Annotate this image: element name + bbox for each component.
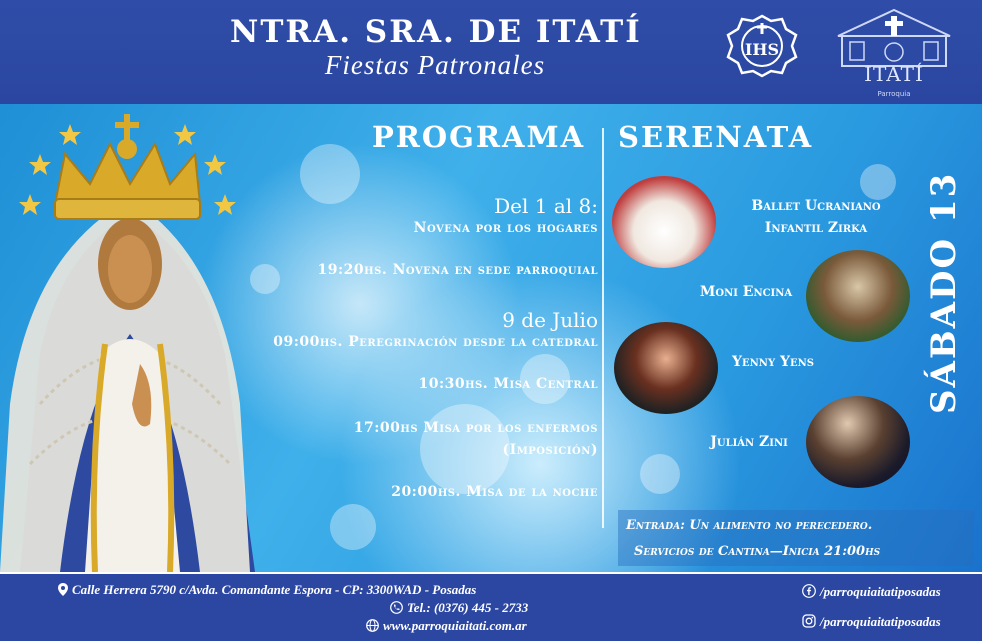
footer <box>0 572 982 641</box>
phone-text: Tel.: (0376) 445 - 2733 <box>407 600 529 615</box>
programa-item: (Imposición) <box>502 442 598 458</box>
artist-name: Julián Zini <box>710 434 788 450</box>
programa-item: 17:00hs Misa por los enfermos <box>353 420 598 436</box>
servicios-note: Servicios de Cantina—Inicia 21:00hs <box>634 544 881 559</box>
globe-icon <box>366 619 379 632</box>
divider <box>602 128 604 528</box>
ballet-photo <box>612 176 716 268</box>
church-logo-small-text: Parroquia <box>877 90 911 98</box>
artist-name: Moni Encina <box>699 284 793 300</box>
page-subtitle: Fiestas Patronales <box>324 50 546 80</box>
ihs-text: IHS <box>744 40 780 59</box>
instagram-link[interactable]: /parroquiaitatiposadas <box>820 614 941 629</box>
main-panel <box>0 104 982 572</box>
church-logo-name: ITATÍ <box>864 62 924 86</box>
programa-item: 10:30hs. Misa Central <box>418 376 598 392</box>
bokeh-light <box>300 144 360 204</box>
phone-line <box>390 600 528 616</box>
facebook-icon <box>802 584 816 598</box>
serenata-heading: SERENATA <box>618 120 814 154</box>
sabado-label: SÁBADO 13 <box>924 171 964 414</box>
programa-item: 19:20hs. Novena en sede parroquial <box>317 262 598 278</box>
web-link[interactable]: www.parroquiaitati.com.ar <box>383 618 527 633</box>
programa-item: Novena por los hogares <box>413 220 598 236</box>
moni-encina-photo <box>806 250 910 342</box>
programa-date-2: 9 de Julio <box>502 308 598 332</box>
artist-name: Ballet Ucraniano <box>751 198 881 214</box>
artist-name: Yenny Yens <box>732 354 814 370</box>
ihs-logo <box>724 13 800 79</box>
bokeh-light <box>860 164 896 200</box>
bokeh-light <box>640 454 680 494</box>
facebook-link[interactable]: /parroquiaitatiposadas <box>820 584 941 599</box>
bokeh-light <box>420 404 510 494</box>
phone-icon <box>390 601 403 614</box>
programa-item: 09:00hs. Peregrinación desde la catedral <box>273 334 598 350</box>
entrada-note: Entrada: Un alimento no perecedero. <box>626 518 873 533</box>
header <box>0 0 982 107</box>
instagram-line[interactable] <box>802 614 941 630</box>
julian-zini-photo <box>806 396 910 488</box>
instagram-icon <box>802 614 816 628</box>
address-line <box>58 582 476 598</box>
programa-heading: PROGRAMA <box>372 120 586 154</box>
web-line[interactable] <box>366 618 527 634</box>
programa-item: 20:00hs. Misa de la noche <box>391 484 598 500</box>
bokeh-light <box>330 504 376 550</box>
location-pin-icon <box>58 583 68 596</box>
artist-name: Infantil Zirka <box>764 220 868 236</box>
address-text: Calle Herrera 5790 c/Avda. Comandante Espora - CP: 3300WAD - Posadas <box>72 582 477 597</box>
virgin-figure-image <box>0 104 270 572</box>
programa-date-1: Del 1 al 8: <box>494 194 598 218</box>
page-title: NTRA. SRA. DE ITATÍ <box>230 14 642 50</box>
facebook-line[interactable] <box>802 584 941 600</box>
yenny-yens-photo <box>614 322 718 414</box>
